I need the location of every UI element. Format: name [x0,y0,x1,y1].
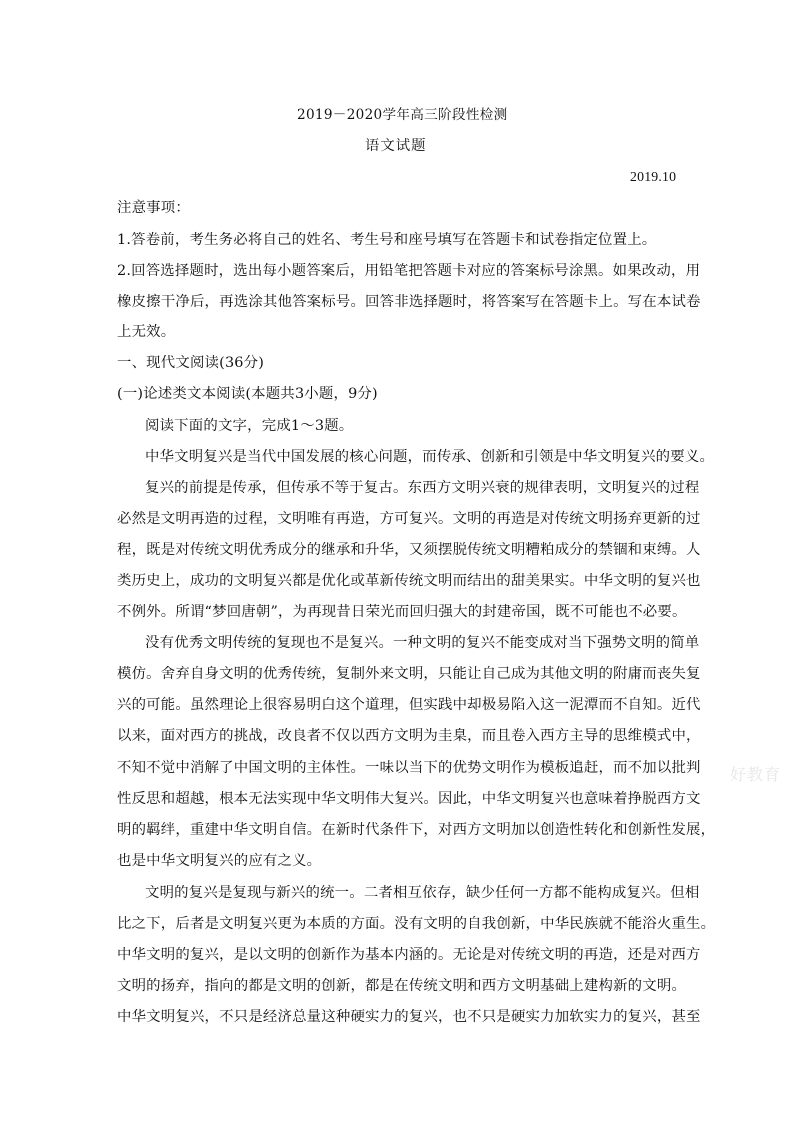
passage-line: 也是中华文明复兴的应有之义。 [117,853,322,869]
notice-item-2-line: 橡皮擦干净后，再选涂其他答案标号。回答非选择题时，将答案写在答题卡上。写在本试卷 [117,294,701,310]
passage-line: 性反思和超越，根本无法实现中华文明伟大复兴。因此，中华文明复兴也意味着挣脱西方文 [117,791,701,807]
passage-line: 复兴的前提是传承，但传承不等于复古。东西方文明兴衰的规律表明，文明复兴的过程 [145,480,700,496]
watermark: 好教育 [730,765,782,784]
reading-instruction: 阅读下面的文字，完成1～3题。 [145,418,354,434]
passage-line: 文明的复兴是复现与新兴的统一。二者相互依存，缺少任何一方都不能构成复兴。但相 [145,885,700,901]
passage-line: 不例外。所谓“梦回唐朝”，为再现昔日荣光而回归强大的封建帝国，既不可能也不必要。 [117,604,687,620]
passage-line: 文明的扬弃，指向的都是文明的创新，都是在传统文明和西方文明基础上建构新的文明。 [117,978,687,994]
passage-line: 类历史上，成功的文明复兴都是优化或革新传统文明而结出的甜美果实。中华文明的复兴也 [117,573,701,589]
passage-line: 兴的可能。虽然理论上很容易明白这个道理，但实践中却极易陷入这一泥潭而不自知。近代 [117,697,701,713]
notice-heading: 注意事项： [117,200,190,216]
passage-line: 中华文明复兴是当代中国发展的核心问题，而传承、创新和引领是中华文明复兴的要义。 [145,449,715,465]
exam-date: 2019.10 [630,169,677,184]
passage-line: 以来，面对西方的挑战，改良者不仅以西方文明为圭臬，而且卷入西方主导的思维模式中， [117,728,701,744]
passage-line: 不知不觉中消解了中国文明的主体性。一味以当下的优势文明作为模板追赶，而不加以批判 [117,760,701,776]
passage-line: 比之下，后者是文明复兴更为本质的方面。没有文明的自我创新，中华民族就不能浴火重生。 [117,916,716,932]
section-heading: 一、现代文阅读(36分) [117,355,265,371]
subject-title: 语文试题 [365,138,427,154]
section-subheading: (一)论述类文本阅读(本题共3小题，9分) [117,386,378,402]
passage-line: 模仿。舍弃自身文明的优秀传统，复制外来文明，只能让自己成为其他文明的附庸而丧失复 [117,666,701,682]
passage-line: 必然是文明再造的过程，文明唯有再造，方可复兴。文明的再造是对传统文明扬弃更新的过 [117,511,701,527]
notice-item-2-line: 上无效。 [117,324,176,340]
passage-line: 中华文明的复兴，是以文明的创新作为基本内涵的。无论是对传统文明的再造，还是对西方 [117,947,701,963]
notice-item-2-line: 2.回答选择题时，选出每小题答案后，用铅笔把答题卡对应的答案标号涂黑。如果改动，用 [117,263,701,279]
passage-line: 没有优秀文明传统的复现也不是复兴。一种文明的复兴不能变成对当下强势文明的简单 [145,635,700,651]
exam-title: 2019－2020学年高三阶段性检测 [297,107,508,123]
passage-line: 明的羁绊，重建中华文明自信。在新时代条件下，对西方文明加以创造性转化和创新性发展， [117,822,716,838]
notice-item-1: 1.答卷前，考生务必将自己的姓名、考生号和座号填写在答题卡和试卷指定位置上。 [117,232,657,248]
passage-line: 程，既是对传统文明优秀成分的继承和升华，又须摆脱传统文明糟粕成分的禁锢和束缚。人 [117,542,701,558]
passage-line: 中华文明复兴，不只是经济总量这种硬实力的复兴，也不只是硬实力加软实力的复兴，甚至 [117,1009,701,1025]
